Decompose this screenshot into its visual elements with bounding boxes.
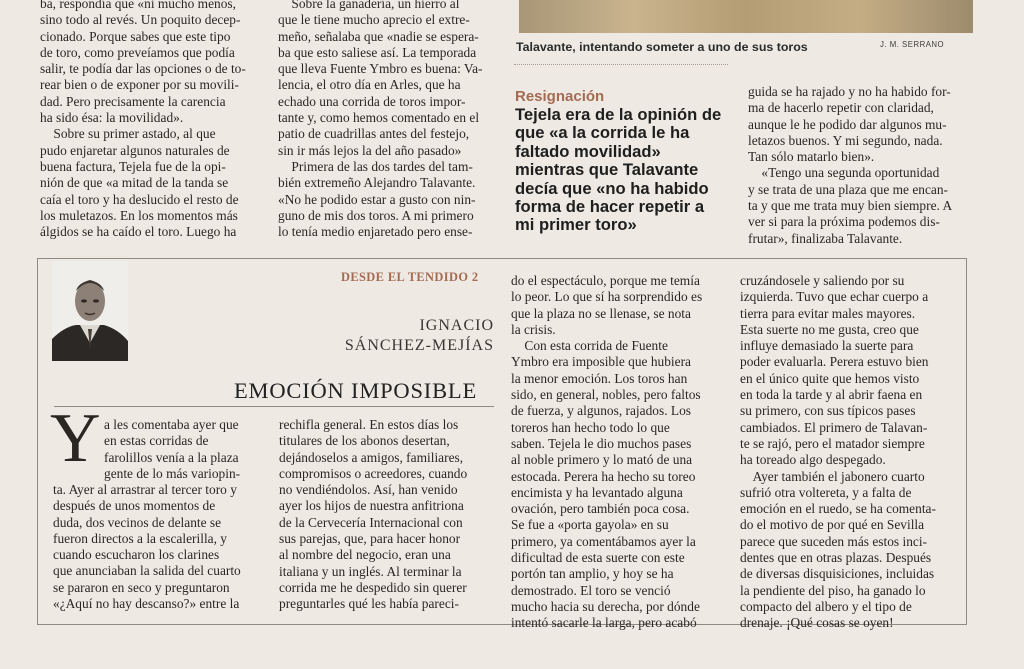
column-text-2: rechifla general. En estos días los titulares de los abonos desertan, dejándoselos a amigos, familiares, compromisos o acreedores, cuando no vendiéndolos. Así, han venido ayer los hijos de nuestra anfitriona de la Cervecería Internacional con sus parejas, que, para hacer honor al nombre del negocio, eran una italiana y un inglés. Al terminar la corrida me he despedido sin querer preguntarles qué les había pareci- xyxy=(279,417,468,612)
photo-caption: Talavante, intentando someter a uno de sus toros xyxy=(516,40,808,54)
bullfight-photo xyxy=(519,0,973,33)
section-label: DESDE EL TENDIDO 2 xyxy=(341,270,479,284)
photo-credit: J. M. SERRANO xyxy=(880,40,945,49)
column-headline: EMOCIÓN IMPOSIBLE xyxy=(234,378,477,403)
column-text-4: cruzándosele y saliendo por su izquierda. Tuvo que echar cuerpo a tierra para evitar males mayores. Esta suerte no me gusta, creo que influye demasiado la suerte para poder evaluarla. Perera estuvo bien en el único quite que hemos visto en toda la tarde y al abrir faena en su primero, con sus típicos pases cambiados. El primero de Talavan- te se rajó, pero el matador siempre ha toreado algo despegado. Ayer también el jabonero cuarto sufrió otra voltereta, y a falta de emoción en el ruedo, se ha comenta- do el motivo de por qué en Sevilla parece que suceden más estos inci- dentes que en otras plazas. Después de diversas disquisiciones, incluidas la pendiente del piso, ha ganado lo compacto del albero y el tipo de drenaje. ¡Qué cosas se oyen! xyxy=(740,273,936,631)
author-byline: IGNACIO SÁNCHEZ-MEJÍAS xyxy=(344,317,494,354)
top-article-column-4: guida se ha rajado y no ha habido for- ma de hacerlo repetir con claridad, aunque le he podido dar algunos mu- letazos buenos. Y mi segundo, nada. Tan sólo matarlo bien». «Tengo una segunda oportunidad y se trata de una plaza que me encan- ta y que me trata muy bien siempre. A ver si para la próxima podemos dis- frutar», finalizaba Talavante. xyxy=(748,84,953,246)
author-portrait xyxy=(52,261,128,361)
top-article-column-1: ba, respondía que «ni mucho menos, sino todo al revés. Un poquito decep- cionado. Porque sabes que este tipo de toro, como preveíamos que podía salir, te podía dar las opciones o de to- rear bien o de exponer por su movili- dad. Pero precisamente la carencia ha sido ésa: la movilidad». Sobre su primer astado, al que pudo enjaretar algunos naturales de buena factura, Tejela fue de la opi- nión de que «a mitad de la tanda se caía el toro y ha deslucido el resto de los muletazos. En los momentos más álgidos se ha caído el toro. Luego ha xyxy=(40,0,246,240)
drop-cap: Y xyxy=(50,400,101,477)
column-text-1: ta. Ayer al arrastrar al tercer toro y después de unos momentos de duda, dos vecinos de delante se fueron directos a la escalerilla, y cuando escucharon los clarines que anunciaban la salida del cuarto se pararon en seco y preguntaron «¿Aquí no hay descanso?» entre la xyxy=(53,482,241,612)
pullquote: Tejela era de la opinión de que «a la corrida le ha faltado movilidad» mientras que Talavante decía que «no ha habido forma de hacer repetir a mi primer toro» xyxy=(515,105,722,235)
pullquote-kicker: Resignación xyxy=(515,88,605,105)
pullquote-divider xyxy=(514,64,728,65)
headline-rule xyxy=(54,406,494,407)
top-article-column-2: Sobre la ganadería, un hierro al que le tiene mucho aprecio el extre- meño, señalaba que «nadie se espera- ba que esto saliese así. La temporada que lleva Fuente Ymbro es buena: Va- lencia, el otro día en Arles, que ha echado una corrida de toros impor- tante y, como hemos comentado en el patio de cuadrillas antes del festejo, sin ir más lejos la del año pasado» Primera de las dos tardes del tam- bién extremeño Alejandro Talavante. «No he podido estar a gusto con nin- guno de mis dos toros. A mi primero lo tenía medio enjaretado pero ense- xyxy=(278,0,483,240)
column-text-1-intro: a les comentaba ayer que en estas corridas de farolillos venía a la plaza gente de lo más variopin- xyxy=(104,417,241,481)
column-text-3: do el espectáculo, porque me temía lo peor. Lo que sí ha sorprendido es que la plaza no se llenase, se nota la crisis. Con esta corrida de Fuente Ymbro era imposible que hubiera la menor emoción. Los toros han sido, en general, nobles, pero faltos de fuerza, y algunos, rajados. Los toreros han hecho todo lo que saben. Tejela le dio muchos pases al noble primero y lo mató de una estocada. Perera ha hecho su toreo encimista y ha levantado alguna ovación, pero también poca cosa. Se fue a «porta gayola» en su primero, ya comentábamos ayer la dificultad de esta suerte con este portón tan amplio, y hoy se ha demostrado. El toro se venció mucho hacia su derecha, por dónde intentó sacarle la larga, pero acabó xyxy=(511,273,703,631)
